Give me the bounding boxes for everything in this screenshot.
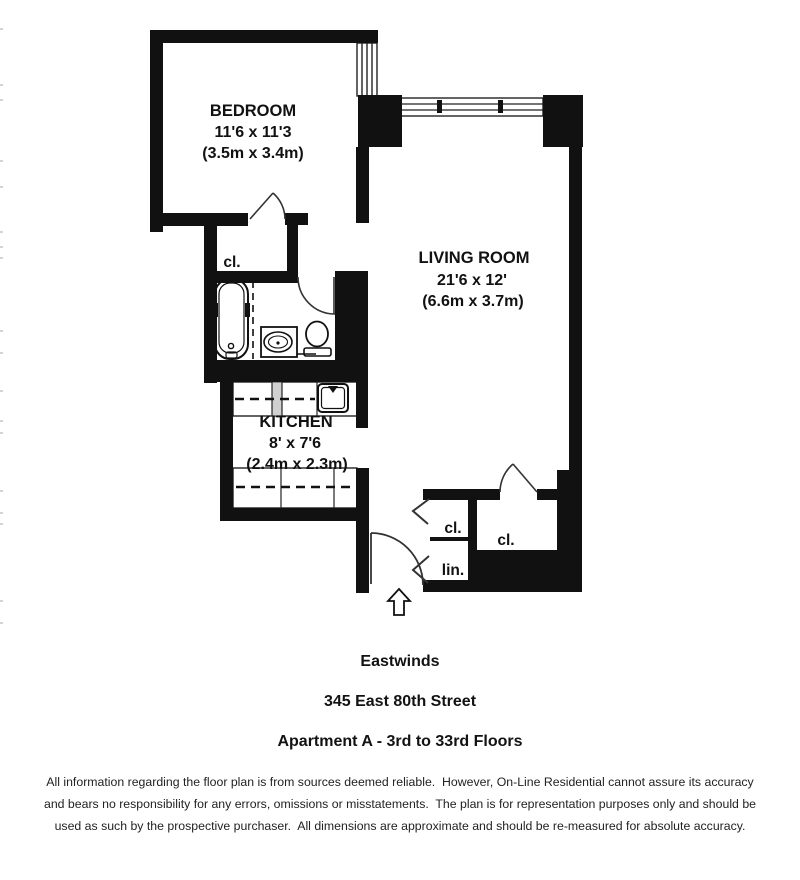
bedroom-dimensions-imperial: 11'6 x 11'3 [214, 124, 292, 141]
hall-closet-bifold-door [413, 499, 429, 524]
bedroom-side-window [357, 43, 377, 96]
kitchen-dimensions-imperial: 8' x 7'6 [268, 435, 322, 452]
kitchen-sink [318, 384, 348, 412]
kitchen-counter-lower [233, 468, 357, 508]
disclaimer [0, 771, 800, 837]
apartment-info: Apartment A - 3rd to 33rd Floors [277, 733, 523, 750]
disclaimer-line-1: All information regarding the floor plan is from sources deemed reliable. However, On-Line Residential cannot assure its accuracy [46, 775, 754, 789]
window-mullion [498, 100, 503, 113]
tub-drain [228, 343, 233, 348]
disclaimer-line-3: used as such by the prospective purchaser. All dimensions are approximate and should be re-measured for absolute accuracy. [54, 819, 746, 833]
bedroom-closet-label: cl. [223, 254, 241, 271]
kitchen-faucet-icon [328, 386, 338, 393]
entry-door [371, 533, 423, 585]
living-room-name: LIVING ROOM [418, 249, 530, 267]
living-room-dimensions-imperial: 21'6 x 12' [437, 272, 507, 289]
hall-closet-label: cl. [444, 520, 462, 537]
scan-artifacts [0, 28, 3, 624]
bedroom-dimensions-metric: (3.5m x 3.4m) [202, 145, 304, 162]
linen-closet-label: lin. [441, 562, 465, 579]
bathroom-door [298, 277, 335, 314]
toilet [304, 322, 331, 357]
bedroom-name: BEDROOM [209, 102, 297, 120]
living-room-dimensions-metric: (6.6m x 3.7m) [422, 293, 524, 310]
living-room-window [380, 98, 543, 116]
entry-closet-door [500, 464, 537, 492]
building-name: Eastwinds [360, 653, 440, 670]
tub-handle [245, 303, 250, 317]
disclaimer-line-2: and bears no responsibility for any errors, omissions or misstatements. The plan is for representation purposes only and should be [44, 797, 756, 811]
entry-closet-label: cl. [497, 532, 515, 549]
bathtub [213, 279, 250, 359]
entry-arrow-icon [388, 589, 410, 615]
window-mullion [437, 100, 442, 113]
kitchen-name: KITCHEN [259, 413, 333, 431]
kitchen-dimensions-metric: (2.4m x 2.3m) [246, 456, 348, 473]
address: 345 East 80th Street [323, 693, 477, 710]
bedroom-door [250, 193, 285, 219]
